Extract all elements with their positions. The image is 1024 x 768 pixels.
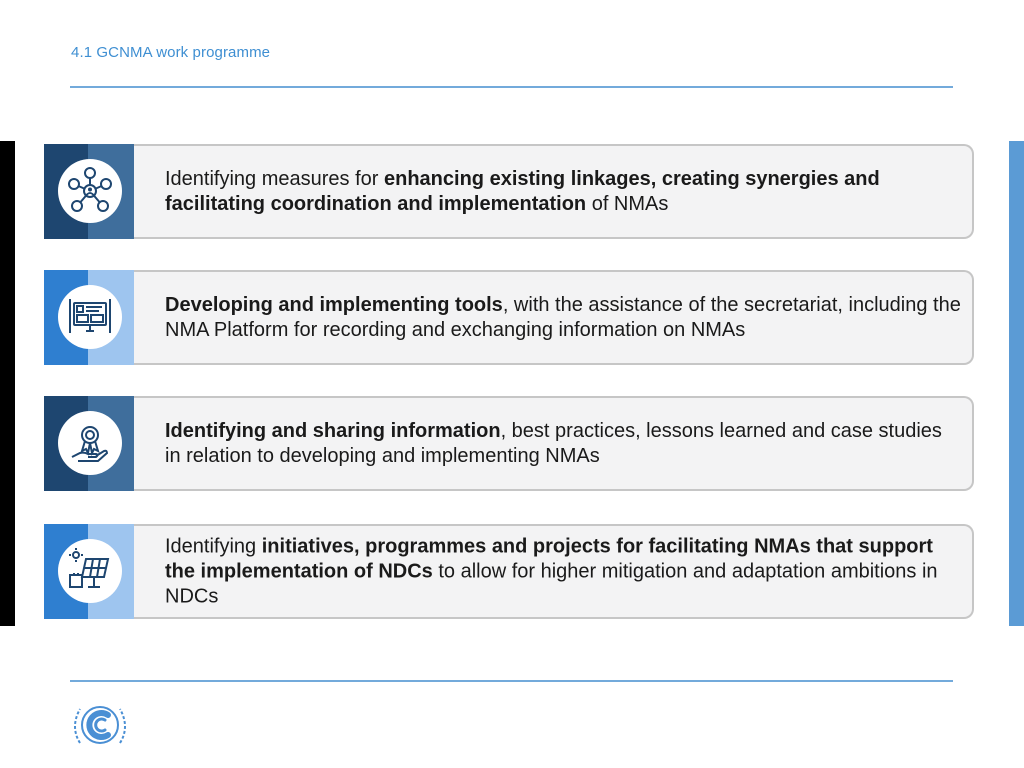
right-edge-bar <box>1009 141 1024 626</box>
icon-block <box>44 396 136 491</box>
platform-dashboard-icon <box>58 285 122 349</box>
bottom-divider <box>70 680 953 682</box>
item-text: Identifying initiatives, programmes and projects for facilitating NMAs that support the implementation of NDCs to allow for higher mitigation and adaptation ambitions in NDCs <box>165 535 938 607</box>
list-item <box>44 144 974 239</box>
item-card <box>134 524 974 619</box>
list-item <box>44 524 974 619</box>
item-text: Identifying and sharing information, best practices, lessons learned and case studies in relation to developing and implementing NMAs <box>165 419 942 467</box>
list-item <box>44 396 974 491</box>
left-edge-bar <box>0 141 15 626</box>
page-title: 4.1 GCNMA work programme <box>71 44 271 61</box>
icon-block <box>44 270 136 365</box>
icon-block <box>44 144 136 239</box>
network-people-icon <box>58 159 122 223</box>
item-text: Developing and implementing tools, with the assistance of the secretariat, including the NMA Platform for recording and exchanging information on NMAs <box>165 293 961 341</box>
item-card <box>134 270 974 365</box>
item-text: Identifying measures for enhancing existing linkages, creating synergies and facilitating coordination and implementation of NMAs <box>165 167 880 215</box>
solar-energy-icon <box>58 539 122 603</box>
unfccc-logo-icon <box>66 697 134 753</box>
icon-block <box>44 524 136 619</box>
item-card <box>134 144 974 239</box>
list-item <box>44 270 974 365</box>
top-divider <box>70 86 953 88</box>
award-hand-icon <box>58 411 122 475</box>
item-card <box>134 396 974 491</box>
